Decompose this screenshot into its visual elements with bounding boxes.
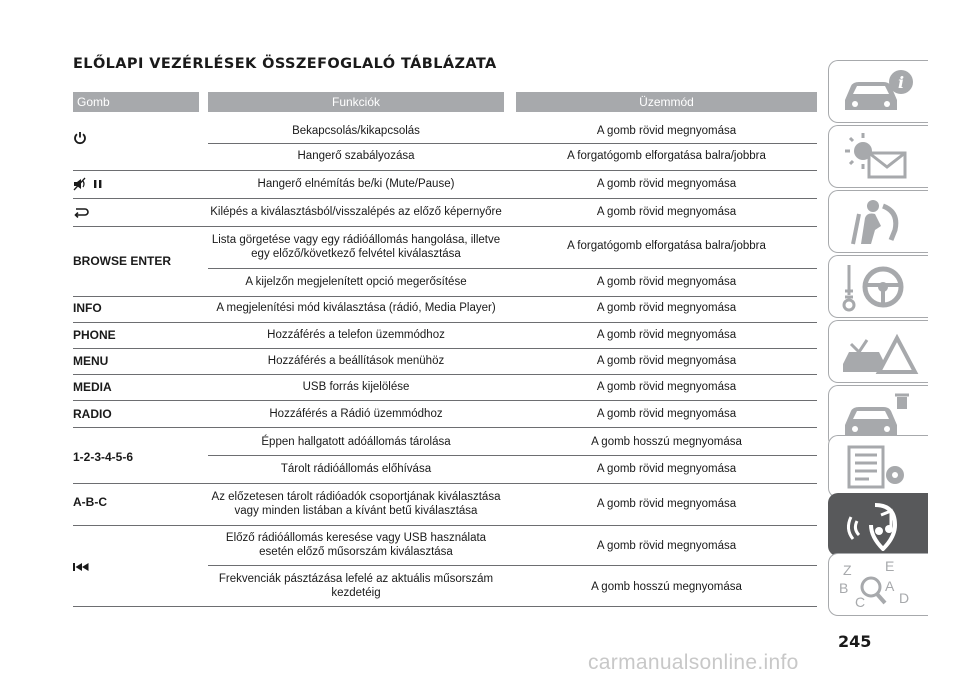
page-number: 245: [838, 632, 872, 651]
index-letter: B: [839, 580, 849, 596]
table-cell-mode: A gomb rövid megnyomása: [596, 355, 737, 367]
row-divider: [208, 455, 817, 456]
key-phone: PHONE: [73, 328, 116, 342]
table-cell-mode: A gomb rövid megnyomása: [596, 329, 737, 341]
back-arrow-icon: [73, 201, 203, 223]
column-header-gomb: Gomb: [73, 92, 199, 112]
column-header-uzemmod: Üzemmód: [516, 92, 817, 112]
mute-pause-icon: [73, 173, 203, 195]
table-cell-mode: A gomb rövid megnyomása: [596, 408, 737, 420]
table-cell-function: Hozzáférés a beállítások menühöz: [267, 355, 445, 367]
key-abc: A-B-C: [73, 495, 107, 509]
table-cell-function: Hangerő szabályozása: [297, 150, 415, 162]
table-cell-mode: A gomb rövid megnyomása: [596, 178, 737, 190]
row-divider: [208, 565, 817, 566]
index-letters-icon: [839, 559, 919, 611]
car-info-icon: [839, 66, 919, 118]
page-title: ELŐLAPI VEZÉRLÉSEK ÖSSZEFOGLALÓ TÁBLÁZATA: [73, 56, 497, 72]
row-divider: [73, 170, 817, 171]
table-cell-function: Hozzáférés a Rádió üzemmódhoz: [269, 408, 443, 420]
key-media: MEDIA: [73, 380, 112, 394]
table-cell-function: USB forrás kijelölése: [302, 381, 410, 393]
chapter-tab-warning-lights[interactable]: [828, 125, 928, 188]
table-cell-function: Lista görgetése vagy egy rádióállomás hangolása, illetve egy előző/következő felvétel kiválasztása: [211, 234, 501, 260]
row-divider: [73, 374, 817, 375]
table-cell-function: Az előzetesen tárolt rádióadók csoportjának kiválasztása vagy minden listában a kívánt betű kiválasztása: [211, 491, 501, 517]
key-menu: MENU: [73, 354, 109, 368]
table-cell-function: Frekvenciák pásztázása lefelé az aktuális műsorszám kezdetéig: [218, 573, 494, 599]
table-cell-mode: A forgatógomb elforgatása balra/jobbra: [567, 150, 766, 162]
safety-airbag-icon: [839, 196, 919, 248]
index-letter: A: [885, 578, 895, 594]
table-cell-function: Tárolt rádióállomás előhívása: [280, 463, 432, 475]
table-cell-mode: A gomb rövid megnyomása: [596, 498, 737, 510]
chapter-tab-steering[interactable]: [828, 255, 928, 318]
row-divider: [73, 525, 817, 526]
emergency-icon: [839, 326, 919, 378]
key-presets: 1-2-3-4-5-6: [73, 450, 134, 464]
svg-text:i: i: [897, 73, 905, 92]
table-cell-mode: A gomb rövid megnyomása: [596, 381, 737, 393]
table-cell-mode: A gomb rövid megnyomása: [596, 276, 737, 288]
row-divider: [73, 483, 817, 484]
warning-lights-icon: [839, 131, 919, 183]
multimedia-icon: [839, 499, 919, 551]
chapter-tab-index[interactable]: [828, 553, 928, 616]
index-letter: C: [855, 594, 866, 610]
table-cell-function: Hangerő elnémítás be/ki (Mute/Pause): [257, 178, 455, 190]
row-divider: [73, 226, 817, 227]
table-cell-function: Bekapcsolás/kikapcsolás: [292, 125, 420, 137]
table-cell-function: A kijelzőn megjelenített opció megerősítése: [245, 276, 467, 288]
table-cell-function: Hozzáférés a telefon üzemmódhoz: [267, 329, 445, 341]
table-cell-function: Éppen hallgatott adóállomás tárolása: [261, 436, 451, 448]
previous-track-icon: [73, 556, 203, 578]
index-letter: E: [885, 559, 895, 574]
table-cell-mode: A gomb hosszú megnyomása: [591, 581, 742, 593]
table-cell-function: A megjelenítési mód kiválasztása (rádió, Media Player): [216, 302, 496, 314]
row-divider: [208, 143, 817, 144]
chapter-tab-specifications[interactable]: [828, 435, 928, 498]
row-divider: [73, 400, 817, 401]
table-cell-mode: A gomb rövid megnyomása: [596, 125, 737, 137]
table-cell-mode: A gomb hosszú megnyomása: [591, 436, 742, 448]
row-divider: [73, 198, 817, 199]
index-letter: D: [899, 590, 910, 606]
chapter-tab-safety[interactable]: [828, 190, 928, 253]
table-cell-function: Kilépés a kiválasztásból/visszalépés az előző képernyőre: [210, 206, 502, 218]
table-cell-mode: A gomb rövid megnyomása: [596, 540, 737, 552]
row-divider: [208, 268, 817, 269]
chapter-tab-multimedia[interactable]: [828, 493, 928, 556]
specifications-icon: [839, 441, 919, 493]
table-cell-mode: A forgatógomb elforgatása balra/jobbra: [567, 240, 766, 252]
chapter-tab-car-info[interactable]: [828, 60, 928, 123]
chapter-tab-emergency[interactable]: [828, 320, 928, 383]
table-cell-mode: A gomb rövid megnyomása: [596, 302, 737, 314]
index-letter: Z: [843, 562, 852, 578]
column-header-funkciok: Funkciók: [208, 92, 504, 112]
key-info: INFO: [73, 301, 102, 315]
row-divider: [73, 348, 817, 349]
table-cell-function: Előző rádióállomás keresése vagy USB használata esetén előző műsorszám kiválasztása: [225, 532, 487, 558]
key-browse-enter: BROWSE ENTER: [73, 254, 172, 268]
steering-key-icon: [839, 261, 919, 313]
row-divider: [73, 427, 817, 428]
row-divider: [73, 606, 817, 607]
watermark: carmanualsonline.info: [588, 651, 799, 674]
table-cell-mode: A gomb rövid megnyomása: [596, 463, 737, 475]
power-icon: [73, 125, 203, 151]
table-cell-mode: A gomb rövid megnyomása: [596, 206, 737, 218]
row-divider: [73, 322, 817, 323]
key-radio: RADIO: [73, 407, 112, 421]
